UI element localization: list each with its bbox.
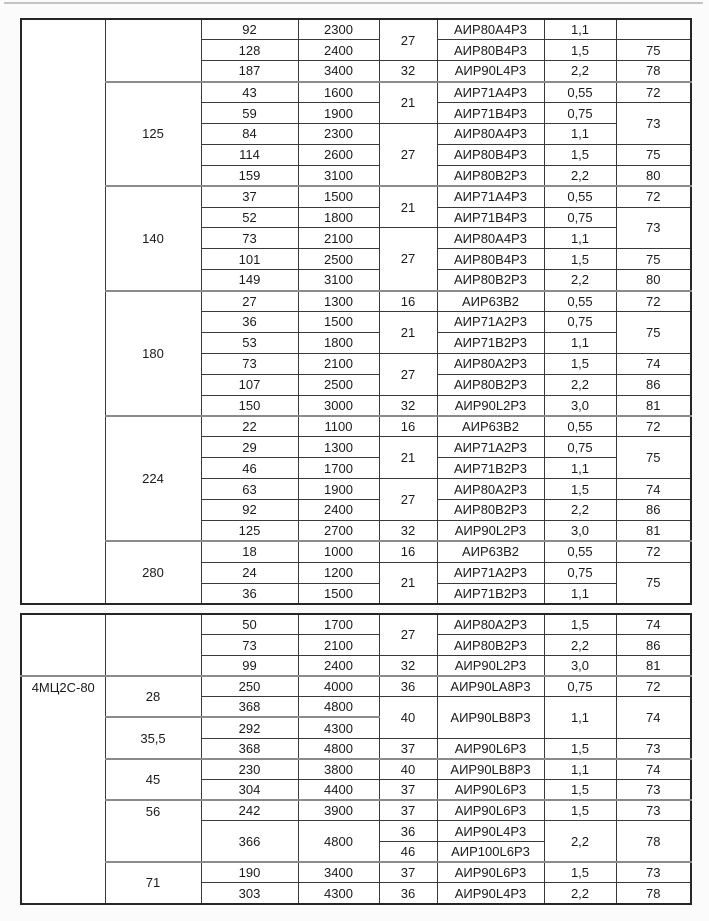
table-cell: 4300 (298, 883, 379, 904)
table-cell: 75 (616, 311, 691, 353)
table-cell: 3000 (298, 395, 379, 416)
table-cell: АИР80В2Р3 (437, 165, 544, 186)
table-cell: 21 (379, 311, 437, 353)
table-cell: 1,5 (544, 862, 616, 883)
table-cell: 73 (616, 800, 691, 821)
table-cell: 86 (616, 635, 691, 656)
table-cell: 1,5 (544, 249, 616, 270)
table-cell: 36 (379, 821, 437, 842)
table-cell: 36 (201, 583, 298, 604)
table-cell: 46 (201, 458, 298, 479)
table-cell: 2500 (298, 249, 379, 270)
table-row (21, 19, 691, 40)
table-cell: 73 (616, 103, 691, 145)
table-cell: 36 (379, 883, 437, 904)
table-cell: 2300 (298, 123, 379, 144)
table-cell: 75 (616, 249, 691, 270)
table-cell: 140 (105, 186, 201, 290)
table-cell: 4000 (298, 676, 379, 697)
table-cell: 3400 (298, 862, 379, 883)
table-cell: 16 (379, 291, 437, 312)
table-cell: 72 (616, 186, 691, 207)
table-cell-empty (21, 19, 105, 604)
table-cell: 0,75 (544, 103, 616, 124)
table-cell-empty (105, 614, 201, 676)
table-cell: 40 (379, 697, 437, 738)
table-cell: 0,55 (544, 541, 616, 562)
table-cell: 0,75 (544, 437, 616, 458)
table-cell: 1700 (298, 614, 379, 635)
table-cell: 24 (201, 562, 298, 583)
table-cell: 1200 (298, 562, 379, 583)
table-cell: 72 (616, 541, 691, 562)
table-cell: АИР71В4Р3 (437, 103, 544, 124)
table-cell: 1,1 (544, 458, 616, 479)
table-cell: АИР90L4Р3 (437, 883, 544, 904)
table-cell: 36 (379, 676, 437, 697)
table-cell: 107 (201, 374, 298, 395)
table-cell: АИР71А2Р3 (437, 311, 544, 332)
table-cell: 56 (105, 800, 201, 862)
table-row (21, 416, 691, 437)
table-cell: 3400 (298, 61, 379, 82)
table-cell: 4800 (298, 738, 379, 759)
table-cell: 114 (201, 144, 298, 165)
table-cell: 84 (201, 123, 298, 144)
table-cell: 73 (201, 353, 298, 374)
table-cell: 0,75 (544, 562, 616, 583)
table-cell: 81 (616, 655, 691, 676)
table-cell: АИР90L6Р3 (437, 738, 544, 759)
table-cell: 92 (201, 19, 298, 40)
table-cell: 72 (616, 291, 691, 312)
table-cell: 2100 (298, 353, 379, 374)
table-cell: АИР90L2Р3 (437, 395, 544, 416)
table-cell-empty (616, 19, 691, 40)
table-cell: 78 (616, 821, 691, 862)
table-cell: 2400 (298, 499, 379, 520)
table-cell: 75 (616, 40, 691, 61)
table-cell: 74 (616, 697, 691, 738)
table-cell: 63 (201, 479, 298, 500)
table-cell: 2300 (298, 19, 379, 40)
table-cell: 21 (379, 437, 437, 479)
table-cell: 4МЦ2С-80 (21, 676, 105, 904)
table-cell: 4800 (298, 821, 379, 862)
table-cell: 27 (379, 19, 437, 61)
table-cell: АИР80В4Р3 (437, 40, 544, 61)
spec-table-upper (20, 18, 692, 605)
table-cell: 1,1 (544, 583, 616, 604)
table-cell: 150 (201, 395, 298, 416)
table-cell: 36 (201, 311, 298, 332)
table-cell: 1,5 (544, 479, 616, 500)
table-cell: 1600 (298, 82, 379, 103)
table-cell: 101 (201, 249, 298, 270)
table-cell: АИР90L2Р3 (437, 655, 544, 676)
table-cell: 22 (201, 416, 298, 437)
table-cell: 1,5 (544, 614, 616, 635)
table-cell: АИР80В2Р3 (437, 374, 544, 395)
table-cell: 0,55 (544, 416, 616, 437)
table-cell: 75 (616, 144, 691, 165)
table-cell: 32 (379, 395, 437, 416)
table-cell-empty (21, 614, 105, 676)
table-cell: 73 (201, 228, 298, 249)
table-cell: 59 (201, 103, 298, 124)
table-cell: 2,2 (544, 499, 616, 520)
table-cell: 368 (201, 697, 298, 718)
table-cell: 75 (616, 437, 691, 479)
table-cell: 159 (201, 165, 298, 186)
table-cell: 73 (616, 780, 691, 801)
table-cell: 1500 (298, 583, 379, 604)
table-cell: АИР80В2Р3 (437, 270, 544, 291)
table-cell: 37 (379, 800, 437, 821)
table-cell: 27 (379, 123, 437, 186)
table-cell: 366 (201, 821, 298, 862)
table-row (21, 541, 691, 562)
table-cell: 73 (201, 635, 298, 656)
table-row (21, 82, 691, 103)
table-cell: 32 (379, 520, 437, 541)
table-cell: 1500 (298, 311, 379, 332)
table-cell: АИР80А2Р3 (437, 614, 544, 635)
table-cell: АИР80А4Р3 (437, 228, 544, 249)
table-cell: 40 (379, 759, 437, 780)
table-cell: 3100 (298, 270, 379, 291)
table-cell: АИР80А4Р3 (437, 19, 544, 40)
table-row (21, 800, 691, 821)
table-cell: АИР80В2Р3 (437, 499, 544, 520)
table-cell: 74 (616, 353, 691, 374)
table-cell: 2,2 (544, 821, 616, 862)
table-cell: 29 (201, 437, 298, 458)
table-cell: 0,75 (544, 207, 616, 228)
table-row (21, 862, 691, 883)
table-cell: 3800 (298, 759, 379, 780)
table-cell: 78 (616, 61, 691, 82)
table-cell: 32 (379, 655, 437, 676)
table-cell: АИР71В2Р3 (437, 458, 544, 479)
table-cell: 3900 (298, 800, 379, 821)
table-cell: 37 (379, 862, 437, 883)
table-cell: 280 (105, 541, 201, 604)
table-cell: 292 (201, 717, 298, 738)
table-cell: 45 (105, 759, 201, 800)
table-cell: АИР80А4Р3 (437, 123, 544, 144)
table-cell: 180 (105, 291, 201, 416)
table-cell: 1,5 (544, 800, 616, 821)
table-cell: 52 (201, 207, 298, 228)
table-cell: 27 (201, 291, 298, 312)
table-cell: АИР100L6Р3 (437, 842, 544, 863)
table-cell: 21 (379, 562, 437, 604)
table-cell: 1800 (298, 332, 379, 353)
table-cell: 1,5 (544, 353, 616, 374)
table-cell: АИР63В2 (437, 416, 544, 437)
table-cell: 1800 (298, 207, 379, 228)
table-cell: АИР71В2Р3 (437, 583, 544, 604)
table-cell: АИР63В2 (437, 291, 544, 312)
table-cell: 1700 (298, 458, 379, 479)
table-cell: 43 (201, 82, 298, 103)
table-cell: 72 (616, 676, 691, 697)
table-cell: 3,0 (544, 395, 616, 416)
table-cell: 0,75 (544, 311, 616, 332)
table-cell: 75 (616, 562, 691, 604)
table-cell-empty (105, 19, 201, 82)
table-cell: 224 (105, 416, 201, 541)
table-cell: 37 (379, 780, 437, 801)
table-cell: АИР80А2Р3 (437, 479, 544, 500)
table-cell: АИР90LB8Р3 (437, 697, 544, 738)
table-cell: 2,2 (544, 883, 616, 904)
table-cell: 92 (201, 499, 298, 520)
table-cell: АИР90LB8Р3 (437, 759, 544, 780)
table-cell: 35,5 (105, 717, 201, 758)
table-cell: 2400 (298, 655, 379, 676)
table-cell: 72 (616, 416, 691, 437)
table-cell: 125 (201, 520, 298, 541)
table-cell: 78 (616, 883, 691, 904)
table-cell: 80 (616, 270, 691, 291)
table-cell: 1,1 (544, 332, 616, 353)
table-cell: 27 (379, 614, 437, 655)
table-row (21, 759, 691, 780)
table-cell: АИР80А2Р3 (437, 353, 544, 374)
table-cell: АИР90L4Р3 (437, 821, 544, 842)
table-cell: 1,1 (544, 759, 616, 780)
table-cell: 16 (379, 541, 437, 562)
table-cell: АИР90L6Р3 (437, 800, 544, 821)
table-cell: АИР80В4Р3 (437, 144, 544, 165)
table-cell: 1300 (298, 291, 379, 312)
table-cell: 46 (379, 842, 437, 863)
table-cell: 368 (201, 738, 298, 759)
table-cell: 3100 (298, 165, 379, 186)
table-cell: АИР90LA8Р3 (437, 676, 544, 697)
table-cell: АИР90L4Р3 (437, 61, 544, 82)
table-cell: 4300 (298, 717, 379, 738)
table-cell: 86 (616, 499, 691, 520)
table-cell: 1,5 (544, 40, 616, 61)
table-cell: 81 (616, 520, 691, 541)
table-cell: АИР63В2 (437, 541, 544, 562)
table-cell: 1,1 (544, 19, 616, 40)
table-cell: 3,0 (544, 655, 616, 676)
table-row (21, 186, 691, 207)
table-cell: АИР71В2Р3 (437, 332, 544, 353)
table-cell: АИР71В4Р3 (437, 207, 544, 228)
table-cell: 2700 (298, 520, 379, 541)
table-cell: 2,2 (544, 374, 616, 395)
table-cell: 74 (616, 759, 691, 780)
table-cell: 1,5 (544, 144, 616, 165)
table-cell: 74 (616, 614, 691, 635)
table-cell: 27 (379, 353, 437, 395)
table-cell: 0,75 (544, 676, 616, 697)
table-cell: 37 (379, 738, 437, 759)
table-cell: 190 (201, 862, 298, 883)
table-cell: 0,55 (544, 82, 616, 103)
table-cell: 74 (616, 479, 691, 500)
table-cell: 125 (105, 82, 201, 186)
table-cell: 304 (201, 780, 298, 801)
table-cell: АИР71А4Р3 (437, 82, 544, 103)
table-cell: 1100 (298, 416, 379, 437)
table-cell: 73 (616, 738, 691, 759)
table-cell: 21 (379, 82, 437, 124)
table-cell: 1000 (298, 541, 379, 562)
table-cell: 1300 (298, 437, 379, 458)
table-cell: 1,5 (544, 738, 616, 759)
table-cell: АИР80В2Р3 (437, 635, 544, 656)
table-cell: 2,2 (544, 61, 616, 82)
table-cell: 32 (379, 61, 437, 82)
table-cell: АИР90L6Р3 (437, 862, 544, 883)
table-cell: 1,1 (544, 228, 616, 249)
table-cell: АИР90L6Р3 (437, 780, 544, 801)
table-cell: 2,2 (544, 635, 616, 656)
table-cell: 0,55 (544, 291, 616, 312)
table-cell: 230 (201, 759, 298, 780)
table-cell: 2600 (298, 144, 379, 165)
table-cell: 53 (201, 332, 298, 353)
table-cell: 1900 (298, 479, 379, 500)
table-cell: 71 (105, 862, 201, 903)
table-cell: 1,5 (544, 780, 616, 801)
table-cell: 16 (379, 416, 437, 437)
scan-edge-line (4, 2, 703, 4)
spec-table-lower (20, 613, 692, 905)
table-cell: 2400 (298, 40, 379, 61)
table-cell: 4800 (298, 697, 379, 718)
table-cell: 2,2 (544, 270, 616, 291)
table-cell: 28 (105, 676, 201, 717)
table-cell: 81 (616, 395, 691, 416)
table-cell: 73 (616, 862, 691, 883)
table-row (21, 676, 691, 697)
table-cell: 2,2 (544, 165, 616, 186)
table-cell: 149 (201, 270, 298, 291)
table-cell: 242 (201, 800, 298, 821)
table-cell: 2500 (298, 374, 379, 395)
table-cell: АИР71А2Р3 (437, 437, 544, 458)
table-cell: 187 (201, 61, 298, 82)
table-cell: 86 (616, 374, 691, 395)
table-cell: 2100 (298, 635, 379, 656)
table-cell: 80 (616, 165, 691, 186)
table-cell: 2100 (298, 228, 379, 249)
table-cell: 1500 (298, 186, 379, 207)
table-cell: 0,55 (544, 186, 616, 207)
table-cell: АИР71А2Р3 (437, 562, 544, 583)
table-cell: 27 (379, 228, 437, 291)
table-cell: 37 (201, 186, 298, 207)
table-cell: 99 (201, 655, 298, 676)
table-cell: 73 (616, 207, 691, 249)
table-cell: 1,1 (544, 697, 616, 738)
table-cell: 303 (201, 883, 298, 904)
table-cell: 3,0 (544, 520, 616, 541)
table-cell: 18 (201, 541, 298, 562)
table-cell: 128 (201, 40, 298, 61)
table-cell: АИР90L2Р3 (437, 520, 544, 541)
table-cell: 250 (201, 676, 298, 697)
table-cell: 50 (201, 614, 298, 635)
table-cell: 4400 (298, 780, 379, 801)
table-cell: 72 (616, 82, 691, 103)
table-cell: 1,1 (544, 123, 616, 144)
table-row (21, 291, 691, 312)
table-cell: 1900 (298, 103, 379, 124)
table-cell: АИР71А4Р3 (437, 186, 544, 207)
table-row (21, 614, 691, 635)
table-cell: 21 (379, 186, 437, 228)
table-cell: 27 (379, 479, 437, 521)
table-cell: АИР80В4Р3 (437, 249, 544, 270)
